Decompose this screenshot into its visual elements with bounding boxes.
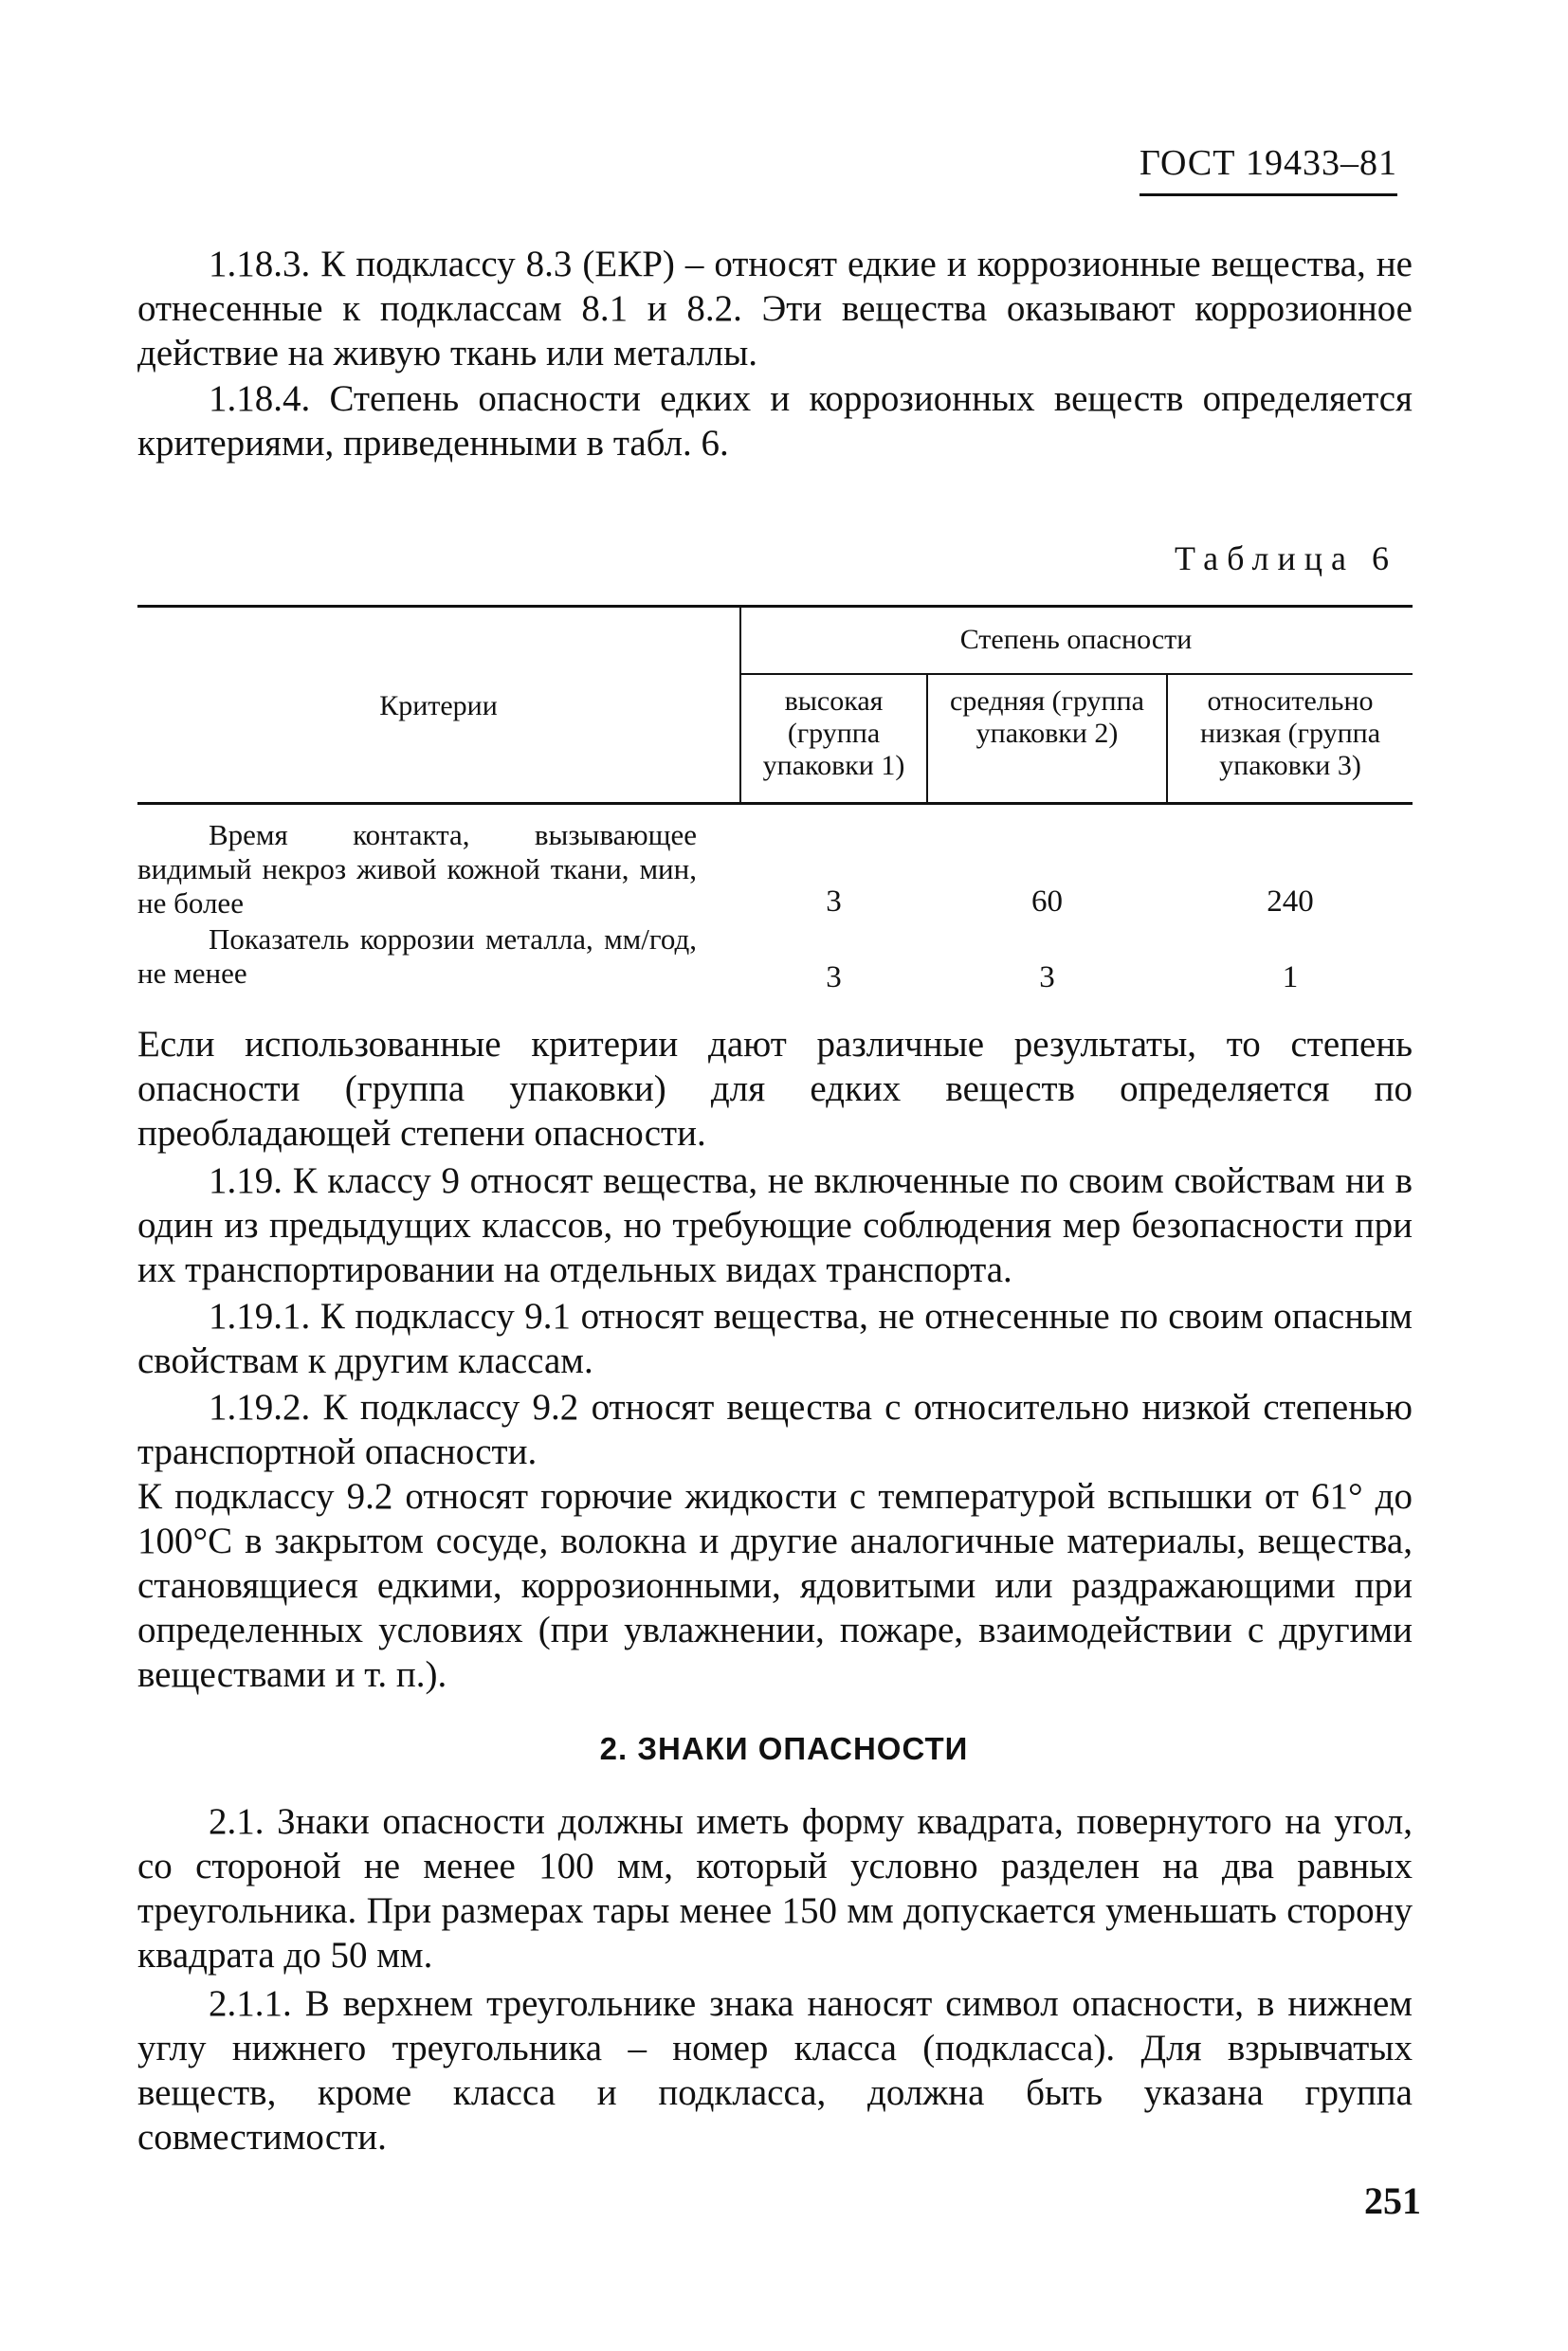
column-header-medium: средняя (группа упаковки 2)	[950, 685, 1144, 749]
paragraph-subclass-9-2: К подклассу 9.2 относят горючие жидкости с температурой вспышки от 61° до 100°С в закрытом сосуде, волокна и другие аналогичные материалы, вещества, становящиеся едкими, коррозионными, ядовитыми или раздражающими при определенных условиях (при увлажнении, пожаре, взаимодействии с другими веществами и т. п.).	[137, 1476, 1413, 1695]
table-row-criterion: Показатель коррозии металла, мм/год, не менее	[137, 922, 697, 990]
table-cell-value: 1	[1282, 960, 1299, 994]
table-cell-value: 3	[826, 960, 842, 994]
section-title: 2. ЗНАКИ ОПАСНОСТИ	[599, 1731, 969, 1766]
paragraph-criteria-note: Если использованные критерии дают различные результаты, то степень опасности (группа упаковки) для едких веществ определяется по преобладающей степени опасности.	[137, 1024, 1413, 1154]
paragraph-2-1: 2.1. Знаки опасности должны иметь форму квадрата, повернутого на угол, со стороной не менее 100 мм, который условно разделен на два равных треугольника. При размерах тары менее 150 мм допускается уменьшать сторону квадрата до 50 мм.	[137, 1801, 1413, 1976]
paragraph-1-19-2: 1.19.2. К подклассу 9.2 относят вещества с относительно низкой степенью транспортной опасности.	[137, 1387, 1413, 1472]
hazard-criteria-table	[137, 605, 1413, 1003]
document-header-standard: ГОСТ 19433–81	[1140, 142, 1397, 196]
page-number: 251	[1364, 2179, 1421, 2222]
table-cell-value: 240	[1267, 884, 1314, 919]
table-cell-value: 3	[1039, 960, 1055, 994]
hazard-degree-header: Степень опасности	[959, 624, 1193, 655]
table-caption: Таблица 6	[1175, 539, 1397, 577]
table-cell-value: 60	[1031, 884, 1063, 919]
paragraph-2-1-1: 2.1.1. В верхнем треугольнике знака наносят символ опасности, в нижнем углу нижнего треугольника – номер класса (подкласса). Для взрывчатых веществ, кроме класса и подкласса, должна быть указана группа совместимости.	[137, 1983, 1413, 2158]
paragraph-1-18-3: 1.18.3. К подклассу 8.3 (ЕКР) – относят едкие и коррозионные вещества, не отнесенные к подклассам 8.1 и 8.2. Эти вещества оказывают коррозионное действие на живую ткань или металлы.	[137, 244, 1413, 374]
paragraph-1-19-1: 1.19.1. К подклассу 9.1 относят вещества, не отнесенные по своим опасным свойствам к другим классам.	[137, 1296, 1413, 1381]
table-cell-value: 3	[826, 884, 842, 919]
criteria-column-header: Критерии	[379, 690, 498, 721]
column-header-high: высокая (группа упаковки 1)	[762, 685, 905, 781]
paragraph-1-19: 1.19. К классу 9 относят вещества, не включенные по своим свойствам ни в один из предыдущих классов, но требующие соблюдения мер безопасности при их транспортировании на отдельных видах транспорта.	[137, 1160, 1413, 1290]
column-header-low: относительно низкая (группа упаковки 3)	[1199, 685, 1381, 781]
table-row-criterion: Время контакта, вызывающее видимый некроз живой кожной ткани, мин, не более	[137, 818, 697, 920]
paragraph-1-18-4: 1.18.4. Степень опасности едких и коррозионных веществ определяется критериями, приведенными в табл. 6.	[137, 378, 1413, 464]
